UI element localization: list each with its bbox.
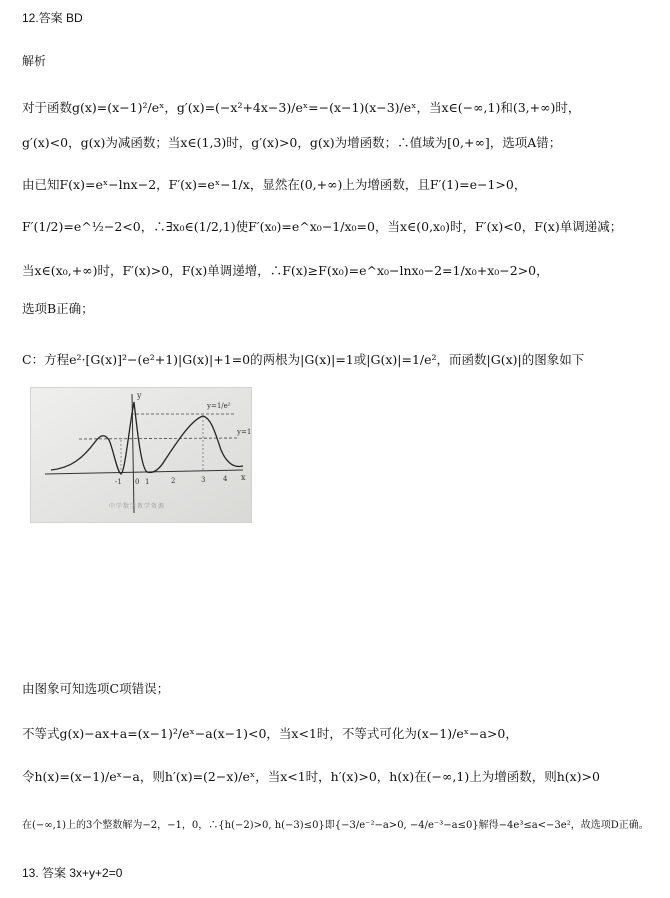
tick-1: 1 <box>145 478 150 486</box>
tick-2: 2 <box>171 477 176 485</box>
solution-line-2: g′(x)<0，g(x)为减函数；当x∈(1,3)时，g′(x)>0，g(x)为增函数；∴值域为[0,+∞]，选项A错； <box>22 135 562 150</box>
solution-line-7: C：方程e²·[G(x)]²−(e²+1)|G(x)|+1=0的两根为|G(x)|=1或|G(x)|=1/e²，而函数|G(x)|的图象如下 <box>22 352 585 367</box>
solution-line-3: 由已知F(x)=eˣ−lnx−2，F′(x)=eˣ−1/x，显然在(0,+∞)上为增函数，且F′(1)=e−1>0， <box>22 177 527 192</box>
label-origin: 0 <box>135 478 140 486</box>
solution-line-9: 不等式g(x)−ax+a=(x−1)²/eˣ−a(x−1)<0，当x<1时，不等式可化为(x−1)/eˣ−a>0， <box>22 726 518 741</box>
photo-caption: 中学数学教学资源 <box>109 503 166 510</box>
function-graph-photo <box>30 387 252 523</box>
solution-line-4: F′(1/2)=e^½−2<0，∴∃x₀∈(1/2,1)使F′(x₀)=e^x₀−1/x₀=0，当x∈(0,x₀)时，F′(x)<0，F(x)单调递减； <box>22 219 623 234</box>
tick-neg1: -1 <box>115 478 122 486</box>
solution-line-6: 选项B正确； <box>22 301 94 316</box>
analysis-title: 解析 <box>22 54 47 68</box>
solution-line-10: 令h(x)=(x−1)/eˣ−a，则h′(x)=(2−x)/eˣ，当x<1时，h′(x)>0，h(x)在(−∞,1)上为增函数，则h(x)>0 <box>22 769 600 784</box>
tick-4: 4 <box>223 475 228 483</box>
solution-line-8: 由图象可知选项C项错误； <box>22 681 170 696</box>
tick-3: 3 <box>201 476 206 484</box>
solution-line-5: 当x∈(x₀,+∞)时，F′(x)>0，F(x)单调递增，∴F(x)≥F(x₀)=e^x₀−lnx₀−2=1/x₀+x₀−2>0， <box>22 263 549 278</box>
label-y1: y=1 <box>237 428 251 436</box>
solution-line-11: 在(−∞,1)上的3个整数解为−2，−1，0，∴{h(−2)>0, h(−3)≤0}即{−3/e⁻²−a>0, −4/e⁻³−a≤0}解得−4e³≤a<−3e²，故选项D正确。 <box>22 820 649 831</box>
solution-line-1: 对于函数g(x)=(x−1)²/eˣ，g′(x)=(−x²+4x−3)/eˣ=−(x−1)(x−3)/eˣ，当x∈(−∞,1)和(3,+∞)时， <box>22 100 581 115</box>
label-x-axis: x <box>241 473 246 482</box>
answer-12: 12.答案 BD <box>22 11 83 25</box>
label-y-axis: y <box>137 391 142 400</box>
label-y-inv: y=1/e² <box>207 402 231 410</box>
answer-13: 13. 答案 3x+y+2=0 <box>22 866 123 880</box>
